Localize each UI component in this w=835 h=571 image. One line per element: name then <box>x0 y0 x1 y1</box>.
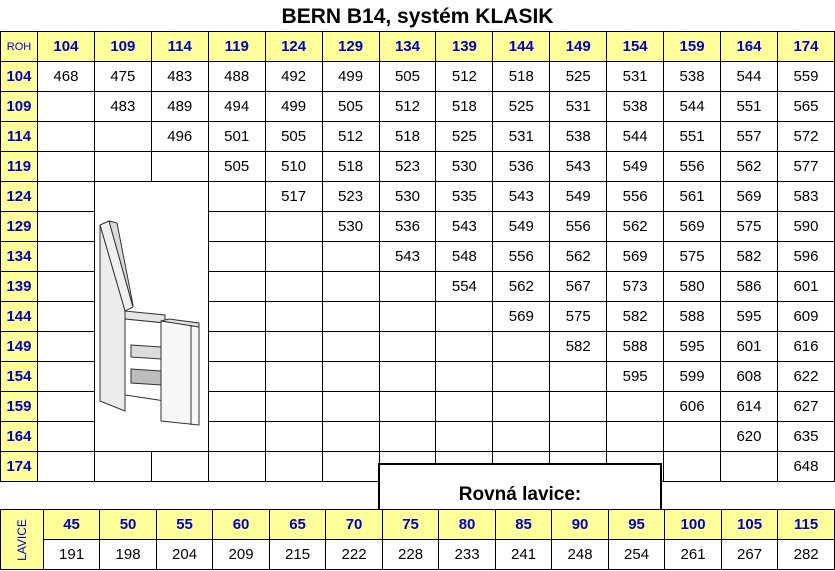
price-cell <box>607 392 664 422</box>
price-cell: 549 <box>550 182 607 212</box>
bench-price-row <box>1 540 835 570</box>
price-cell: 614 <box>721 392 778 422</box>
price-cell: 505 <box>265 122 322 152</box>
price-cell <box>37 242 94 272</box>
price-cell: 562 <box>721 152 778 182</box>
column-header: 119 <box>208 32 265 62</box>
price-cell: 538 <box>550 122 607 152</box>
bench-price: 267 <box>721 540 778 570</box>
column-header: 114 <box>151 32 208 62</box>
bench-price: 241 <box>495 540 552 570</box>
column-header: 144 <box>493 32 550 62</box>
bench-length: 95 <box>608 510 665 540</box>
bench-length: 90 <box>552 510 609 540</box>
price-cell: 543 <box>493 182 550 212</box>
bench-length: 45 <box>43 510 100 540</box>
price-cell <box>322 302 379 332</box>
price-cell: 577 <box>777 152 834 182</box>
price-cell <box>550 362 607 392</box>
price-cell: 518 <box>322 152 379 182</box>
price-cell <box>37 92 94 122</box>
price-cell <box>37 422 94 452</box>
row-header: 134 <box>1 242 38 272</box>
price-cell: 556 <box>607 182 664 212</box>
price-cell: 588 <box>607 332 664 362</box>
price-cell: 622 <box>777 362 834 392</box>
price-cell <box>265 332 322 362</box>
price-cell: 562 <box>550 242 607 272</box>
price-cell <box>436 362 493 392</box>
column-header: 109 <box>94 32 151 62</box>
price-cell: 518 <box>493 62 550 92</box>
table-title: BERN B14, systém KLASIK <box>281 5 554 28</box>
price-cell <box>664 452 721 482</box>
row-header: 114 <box>1 122 38 152</box>
table-row <box>1 92 835 122</box>
price-cell: 556 <box>493 242 550 272</box>
price-cell: 510 <box>265 152 322 182</box>
price-cell: 575 <box>550 302 607 332</box>
price-cell: 468 <box>37 62 94 92</box>
price-cell: 536 <box>493 152 550 182</box>
price-cell <box>94 152 151 182</box>
price-cell: 544 <box>664 92 721 122</box>
price-cell: 590 <box>777 212 834 242</box>
price-cell: 518 <box>379 122 436 152</box>
price-cell <box>37 182 94 212</box>
price-cell <box>37 272 94 302</box>
price-cell: 554 <box>436 272 493 302</box>
price-cell <box>265 272 322 302</box>
price-cell: 620 <box>721 422 778 452</box>
price-cell: 599 <box>664 362 721 392</box>
price-cell <box>322 362 379 392</box>
price-cell <box>550 422 607 452</box>
price-cell: 518 <box>436 92 493 122</box>
price-cell: 596 <box>777 242 834 272</box>
price-cell: 489 <box>151 92 208 122</box>
price-cell <box>607 422 664 452</box>
price-cell <box>208 392 265 422</box>
price-cell <box>265 302 322 332</box>
price-cell: 608 <box>721 362 778 392</box>
price-cell <box>265 392 322 422</box>
price-cell <box>379 422 436 452</box>
bench-price: 222 <box>326 540 383 570</box>
price-cell: 582 <box>550 332 607 362</box>
price-cell: 580 <box>664 272 721 302</box>
price-cell: 569 <box>493 302 550 332</box>
price-cell <box>208 422 265 452</box>
price-cell <box>37 212 94 242</box>
price-cell: 635 <box>777 422 834 452</box>
column-header: 124 <box>265 32 322 62</box>
price-cell: 512 <box>436 62 493 92</box>
price-cell: 559 <box>777 62 834 92</box>
price-cell: 648 <box>777 452 834 482</box>
price-cell: 562 <box>493 272 550 302</box>
price-cell <box>550 392 607 422</box>
price-cell: 543 <box>379 242 436 272</box>
bench-length: 55 <box>156 510 213 540</box>
price-cell <box>265 422 322 452</box>
price-cell: 496 <box>151 122 208 152</box>
price-cell: 575 <box>664 242 721 272</box>
price-cell <box>208 212 265 242</box>
price-cell: 583 <box>777 182 834 212</box>
column-header: 149 <box>550 32 607 62</box>
price-cell: 609 <box>777 302 834 332</box>
price-cell: 492 <box>265 62 322 92</box>
price-cell: 548 <box>436 242 493 272</box>
bench-illustration <box>95 215 208 436</box>
price-cell <box>37 392 94 422</box>
price-cell: 572 <box>777 122 834 152</box>
price-cell: 573 <box>607 272 664 302</box>
price-cell <box>208 272 265 302</box>
price-cell <box>37 152 94 182</box>
price-cell: 565 <box>777 92 834 122</box>
price-cell <box>94 182 151 212</box>
price-cell: 551 <box>664 122 721 152</box>
price-cell <box>94 452 151 482</box>
price-cell: 512 <box>322 122 379 152</box>
bench-length: 100 <box>665 510 722 540</box>
price-cell <box>151 152 208 182</box>
price-cell: 569 <box>664 212 721 242</box>
row-header: 149 <box>1 332 38 362</box>
price-cell: 582 <box>607 302 664 332</box>
price-cell <box>664 422 721 452</box>
bench-length: 60 <box>213 510 270 540</box>
bench-price: 191 <box>43 540 100 570</box>
price-cell <box>322 272 379 302</box>
price-cell: 525 <box>493 92 550 122</box>
bench-side-text: LAVICE <box>14 518 29 561</box>
price-cell <box>151 452 208 482</box>
price-cell: 556 <box>664 152 721 182</box>
price-cell <box>208 242 265 272</box>
price-cell <box>208 332 265 362</box>
table-row <box>1 182 835 212</box>
bench-length-row <box>1 510 835 540</box>
price-cell <box>322 452 379 482</box>
price-cell <box>94 122 151 152</box>
straight-bench-label: Rovná lavice: <box>378 463 662 509</box>
bench-price: 282 <box>778 540 835 570</box>
price-cell <box>379 362 436 392</box>
row-header: 124 <box>1 182 38 212</box>
bench-price: 215 <box>269 540 326 570</box>
price-cell <box>436 392 493 422</box>
bench-length: 50 <box>100 510 157 540</box>
price-cell: 551 <box>721 92 778 122</box>
price-cell: 556 <box>550 212 607 242</box>
price-cell <box>37 362 94 392</box>
price-cell: 535 <box>436 182 493 212</box>
price-cell: 569 <box>721 182 778 212</box>
row-header: 164 <box>1 422 38 452</box>
price-cell <box>493 362 550 392</box>
straight-bench-table <box>0 509 835 570</box>
price-cell <box>37 302 94 332</box>
price-cell: 543 <box>550 152 607 182</box>
price-cell <box>322 392 379 422</box>
column-header: 174 <box>777 32 834 62</box>
price-cell: 595 <box>607 362 664 392</box>
row-header: 154 <box>1 362 38 392</box>
bench-price: 261 <box>665 540 722 570</box>
price-cell <box>265 212 322 242</box>
price-cell: 544 <box>607 122 664 152</box>
price-cell <box>322 422 379 452</box>
price-cell: 530 <box>322 212 379 242</box>
price-cell: 536 <box>379 212 436 242</box>
price-cell <box>208 362 265 392</box>
price-cell <box>436 422 493 452</box>
price-cell: 595 <box>664 332 721 362</box>
price-cell: 531 <box>493 122 550 152</box>
row-header: 119 <box>1 152 38 182</box>
price-cell <box>37 452 94 482</box>
price-cell <box>436 302 493 332</box>
bench-length: 65 <box>269 510 326 540</box>
price-cell: 531 <box>607 62 664 92</box>
column-header-row <box>1 32 835 62</box>
bench-price: 248 <box>552 540 609 570</box>
price-cell: 483 <box>94 92 151 122</box>
price-cell <box>721 452 778 482</box>
price-cell: 567 <box>550 272 607 302</box>
row-header: 139 <box>1 272 38 302</box>
price-cell: 530 <box>379 182 436 212</box>
price-cell: 588 <box>664 302 721 332</box>
price-cell: 627 <box>777 392 834 422</box>
price-cell <box>265 362 322 392</box>
price-cell <box>322 332 379 362</box>
price-cell: 557 <box>721 122 778 152</box>
bench-drawing <box>95 215 208 436</box>
table-row <box>1 152 835 182</box>
price-cell: 517 <box>265 182 322 212</box>
price-cell: 505 <box>379 62 436 92</box>
price-cell: 601 <box>777 272 834 302</box>
price-cell: 531 <box>550 92 607 122</box>
price-cell: 549 <box>607 152 664 182</box>
price-cell <box>208 302 265 332</box>
price-cell: 543 <box>436 212 493 242</box>
price-cell <box>208 182 265 212</box>
row-header: 174 <box>1 452 38 482</box>
price-cell: 483 <box>151 62 208 92</box>
column-header: 139 <box>436 32 493 62</box>
price-cell: 586 <box>721 272 778 302</box>
table-row <box>1 62 835 92</box>
price-cell <box>379 272 436 302</box>
price-cell: 569 <box>607 242 664 272</box>
table-row <box>1 122 835 152</box>
price-cell <box>208 452 265 482</box>
bench-price: 209 <box>213 540 270 570</box>
bench-length: 80 <box>439 510 496 540</box>
column-header: 134 <box>379 32 436 62</box>
bench-price: 198 <box>100 540 157 570</box>
price-cell: 505 <box>322 92 379 122</box>
price-cell <box>493 332 550 362</box>
row-header: 129 <box>1 212 38 242</box>
price-cell <box>436 332 493 362</box>
price-cell: 538 <box>664 62 721 92</box>
price-cell: 575 <box>721 212 778 242</box>
price-cell: 544 <box>721 62 778 92</box>
price-cell: 499 <box>265 92 322 122</box>
price-cell: 499 <box>322 62 379 92</box>
price-cell <box>493 422 550 452</box>
price-cell: 562 <box>607 212 664 242</box>
price-cell: 530 <box>436 152 493 182</box>
price-cell <box>37 332 94 362</box>
price-cell: 616 <box>777 332 834 362</box>
bench-length: 75 <box>382 510 439 540</box>
price-cell <box>379 302 436 332</box>
price-cell: 595 <box>721 302 778 332</box>
price-cell <box>379 392 436 422</box>
corner-label: ROH <box>1 32 38 62</box>
bench-price: 228 <box>382 540 439 570</box>
price-cell <box>493 392 550 422</box>
bench-length: 70 <box>326 510 383 540</box>
price-cell: 525 <box>550 62 607 92</box>
bench-price: 233 <box>439 540 496 570</box>
price-cell: 501 <box>208 122 265 152</box>
column-header: 164 <box>721 32 778 62</box>
price-cell <box>322 242 379 272</box>
row-header: 159 <box>1 392 38 422</box>
price-cell: 582 <box>721 242 778 272</box>
price-cell: 523 <box>322 182 379 212</box>
price-cell: 523 <box>379 152 436 182</box>
price-cell: 549 <box>493 212 550 242</box>
bench-price: 204 <box>156 540 213 570</box>
column-header: 104 <box>37 32 94 62</box>
bench-length: 115 <box>778 510 835 540</box>
price-cell <box>379 332 436 362</box>
bench-length: 105 <box>721 510 778 540</box>
price-cell: 505 <box>208 152 265 182</box>
price-cell: 561 <box>664 182 721 212</box>
price-cell <box>265 452 322 482</box>
column-header: 159 <box>664 32 721 62</box>
price-cell: 488 <box>208 62 265 92</box>
bench-price: 254 <box>608 540 665 570</box>
row-header: 109 <box>1 92 38 122</box>
price-cell: 494 <box>208 92 265 122</box>
price-cell <box>151 182 208 212</box>
price-cell: 601 <box>721 332 778 362</box>
column-header: 129 <box>322 32 379 62</box>
price-cell: 512 <box>379 92 436 122</box>
bench-length: 85 <box>495 510 552 540</box>
row-header: 144 <box>1 302 38 332</box>
price-cell <box>265 242 322 272</box>
price-cell: 525 <box>436 122 493 152</box>
column-header: 154 <box>607 32 664 62</box>
price-cell: 538 <box>607 92 664 122</box>
bench-side-label <box>1 510 44 570</box>
price-cell: 475 <box>94 62 151 92</box>
price-cell: 606 <box>664 392 721 422</box>
row-header: 104 <box>1 62 38 92</box>
price-cell <box>37 122 94 152</box>
